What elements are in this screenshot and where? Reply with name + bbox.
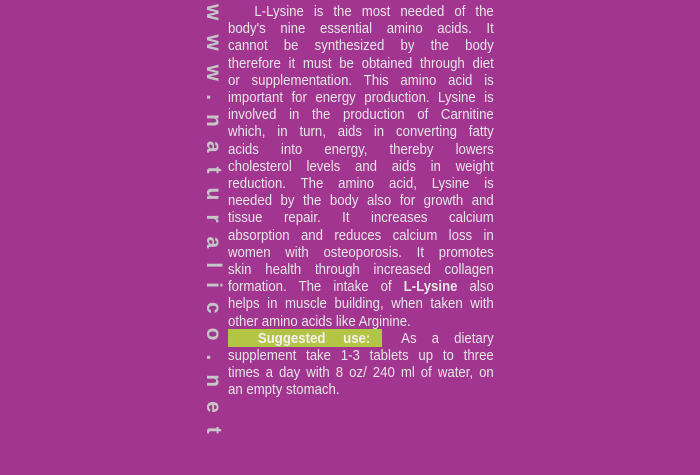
text-line: therefore it must be obtained through diet — [228, 54, 494, 72]
text-line: acids into energy, thereby lowers — [228, 140, 494, 158]
text-line: supplement take 1-3 tablets up to three — [228, 347, 494, 365]
lysine-description-paragraph — [228, 3, 494, 330]
text-line: important for energy production. Lysine is — [228, 89, 494, 107]
text-line: cholesterol levels and aids in weight — [228, 157, 494, 175]
suggested-use-line-rest: As a dietary — [401, 329, 494, 347]
suggested-use-highlight — [228, 329, 382, 347]
bold-text: L-Lysine — [403, 278, 458, 296]
text-line: which, in turn, aids in converting fatty — [228, 123, 494, 141]
text-line: needed by the body also for growth and — [228, 192, 494, 210]
website-watermark: www.naturalico.net — [202, 4, 225, 448]
text-line: reduction. The amino acid, Lysine is — [228, 175, 494, 193]
text-line: times a day with 8 oz/ 240 ml of water, on — [228, 364, 494, 382]
text-line: formation. The intake of L-Lysine also — [228, 278, 494, 296]
text-line: cannot be synthesized by the body — [228, 37, 494, 55]
text-line: helps in muscle building, when taken with — [228, 295, 494, 313]
text-line: L-Lysine is the most needed of the — [254, 3, 494, 20]
suggested-use-paragraph — [228, 347, 494, 399]
text-line: an empty stomach. — [228, 381, 340, 399]
text-line: women with osteoporosis. It promotes — [228, 243, 494, 261]
text-line: skin health through increased collagen — [228, 261, 494, 279]
suggested-use-line — [228, 330, 494, 347]
description-text-column — [228, 3, 494, 399]
text-line: absorption and reduces calcium loss in — [228, 226, 494, 244]
text-line: other amino acids like Arginine. — [228, 312, 411, 330]
text-line: involved in the production of Carnitine — [228, 106, 494, 124]
text-line: tissue repair. It increases calcium — [228, 209, 494, 227]
suggested-use-label: Suggested use: — [257, 329, 371, 347]
text-line: body's nine essential amino acids. It — [228, 20, 494, 38]
text-line: or supplementation. This amino acid is — [228, 71, 494, 89]
